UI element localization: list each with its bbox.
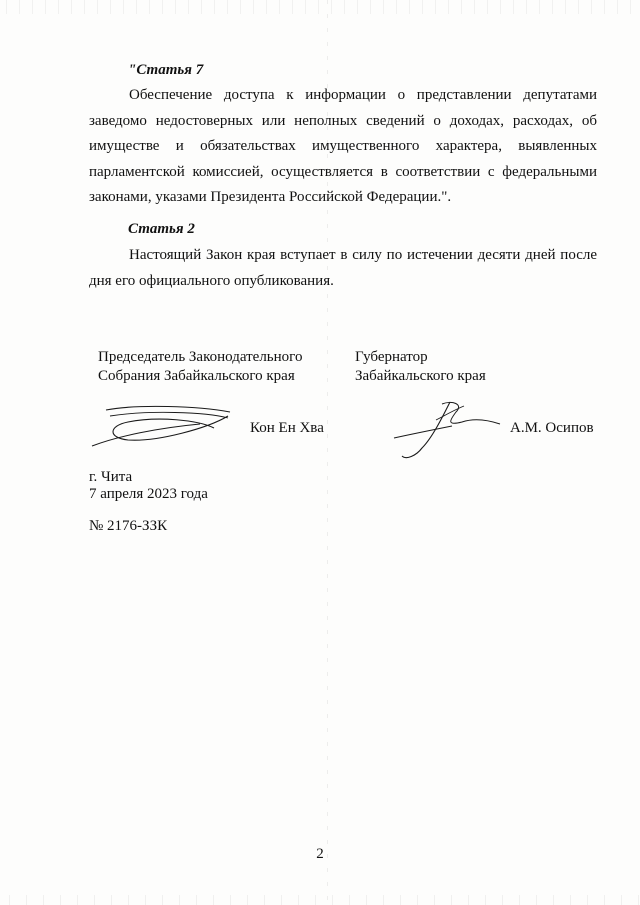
article-2-heading: Статья 2 <box>128 221 195 237</box>
left-signatory-title <box>98 348 302 386</box>
right-signatory-title <box>355 348 486 386</box>
law-number: № 2176-ЗЗК <box>89 518 168 534</box>
right-signatory-name: А.М. Осипов <box>510 420 594 436</box>
left-signatory-name: Кон Ен Хва <box>250 420 324 436</box>
scan-noise-bottom <box>0 895 640 905</box>
date: 7 апреля 2023 года <box>89 486 208 502</box>
scan-noise-top <box>0 0 640 14</box>
right-signatory-title-line1: Губернатор <box>355 349 428 365</box>
left-signatory-title-line1: Председатель Законодательного <box>98 349 303 365</box>
left-signature-image <box>88 398 238 458</box>
article-7-text: Обеспечение доступа к информации о представлении депутатами заведомо недостоверных или неполных сведений о доходах, расходах, об имуществе и обязательствах имущественного характера, выявленных парламентской комиссией, осуществляется в соответствии с федеральными законами, указами Президента Российской Федерации.". <box>89 87 597 206</box>
left-signatory-title-line2: Собрания Забайкальского края <box>98 368 295 384</box>
right-signatory-title-line2: Забайкальского края <box>355 368 486 384</box>
article-2-text: Настоящий Закон края вступает в силу по истечении десяти дней после дня его официального опубликования. <box>89 247 597 289</box>
page-number: 2 <box>316 846 324 862</box>
right-signature-image <box>392 398 504 466</box>
place: г. Чита <box>89 469 133 485</box>
article-7-heading: "Статья 7 <box>128 62 204 78</box>
